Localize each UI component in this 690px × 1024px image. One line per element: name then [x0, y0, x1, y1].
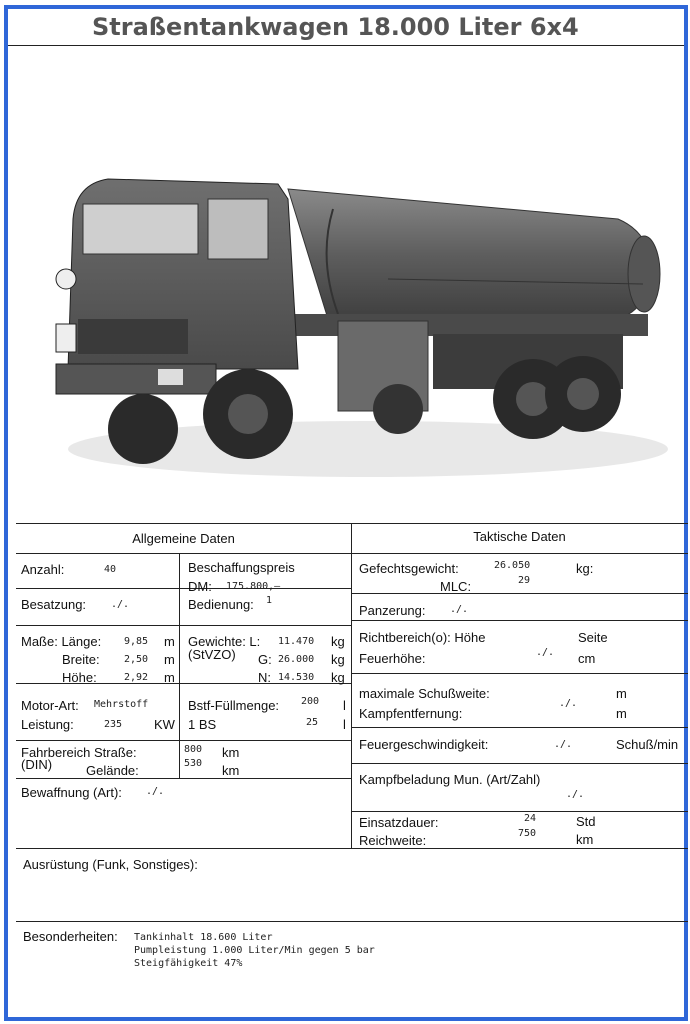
- besonderheiten-label: Besonderheiten:: [23, 929, 118, 944]
- leistung-value: 235: [104, 719, 123, 730]
- einsatzdauer-value: 24: [524, 813, 537, 824]
- einsatzdauer-label: Einsatzdauer:: [359, 815, 439, 830]
- breite-unit: m: [164, 652, 175, 667]
- bs-label: 1 BS: [188, 717, 217, 732]
- bs-value: 25: [306, 717, 319, 728]
- gew-g-unit: kg: [331, 652, 345, 667]
- mlc-value: 29: [518, 575, 531, 586]
- bewaffnung-value: ./.: [146, 786, 165, 797]
- gelaende-value: 530: [184, 758, 203, 769]
- gelaende-label: Gelände:: [86, 763, 139, 778]
- gew-l-value: 11.470: [278, 636, 315, 647]
- tank-truck-photo: [38, 69, 668, 509]
- anzahl-value: 40: [104, 564, 117, 575]
- hoehe-unit: m: [164, 670, 175, 685]
- besonderheiten-section: [16, 923, 689, 1019]
- feuerhoehe-label: Feuerhöhe:: [359, 651, 426, 666]
- kampfentfernung-unit: m: [616, 706, 627, 721]
- bewaffnung-label: Bewaffnung (Art):: [21, 785, 122, 800]
- breite-value: 2,50: [124, 654, 149, 665]
- hoehe-value: 2,92: [124, 672, 149, 683]
- feuergeschw-value: ./.: [554, 739, 573, 750]
- schussweite-unit: m: [616, 686, 627, 701]
- feuerhoehe-unit: cm: [578, 651, 596, 666]
- gelaende-unit: km: [222, 763, 240, 778]
- feuergeschw-unit: Schuß/min: [616, 737, 679, 752]
- laenge-unit: m: [164, 634, 175, 649]
- schussweite-value: ./.: [559, 698, 578, 709]
- bstf-value: 200: [301, 696, 320, 707]
- masse-label: Maße: Länge:: [21, 634, 102, 649]
- bedienung-label: Bedienung:: [188, 597, 254, 612]
- seite-label: Seite: [578, 630, 608, 645]
- gefechts-label: Gefechtsgewicht:: [359, 561, 459, 576]
- schussweite-label: maximale Schußweite:: [359, 686, 490, 701]
- bstf-unit: l: [343, 698, 346, 713]
- anzahl-label: Anzahl:: [21, 562, 65, 577]
- gew-g-value: 26.000: [278, 654, 315, 665]
- motor-value: Mehrstoff: [94, 699, 149, 710]
- reichweite-unit: km: [576, 832, 594, 847]
- reichweite-label: Reichweite:: [359, 833, 427, 848]
- data-sheet: [4, 5, 688, 1021]
- feuerhoehe-value: ./.: [536, 647, 555, 658]
- breite-label: Breite:: [62, 652, 100, 667]
- gefechts-value: 26.050: [494, 560, 531, 571]
- strasse-value: 800: [184, 744, 203, 755]
- gew-n-label: N:: [258, 670, 271, 685]
- besonderheiten-line-2: Pumpleistung 1.000 Liter/Min gegen 5 bar: [134, 945, 375, 956]
- gew-g-label: G:: [258, 652, 272, 667]
- gew-n-unit: kg: [331, 670, 345, 685]
- panzerung-label: Panzerung:: [359, 603, 426, 618]
- kw-unit: KW: [154, 717, 175, 732]
- page-title: Straßentankwagen 18.000 Liter 6x4: [8, 9, 684, 46]
- besatzung-value: ./.: [111, 599, 130, 610]
- panzerung-value: ./.: [450, 604, 469, 615]
- strasse-unit: km: [222, 745, 240, 760]
- section-tactical-header: Taktische Daten: [473, 529, 566, 544]
- gew-l-unit: kg: [331, 634, 345, 649]
- bedienung-value: 1: [266, 595, 273, 606]
- fahrbereich-label: Fahrbereich Straße:: [21, 745, 137, 760]
- einsatzdauer-unit: Std: [576, 814, 596, 829]
- bstf-label: Bstf-Füllmenge:: [188, 698, 280, 713]
- kampfentfernung-label: Kampfentfernung:: [359, 706, 463, 721]
- besatzung-label: Besatzung:: [21, 597, 87, 612]
- data-table: [16, 523, 689, 923]
- motor-label: Motor-Art:: [21, 698, 79, 713]
- laenge-value: 9,85: [124, 636, 149, 647]
- kampfbeladung-value: ./.: [566, 789, 585, 800]
- bs-unit: l: [343, 717, 346, 732]
- hoehe-label: Höhe:: [62, 670, 97, 685]
- besonderheiten-line-1: Tankinhalt 18.600 Liter: [134, 932, 273, 943]
- feuergeschw-label: Feuergeschwindigkeit:: [359, 737, 489, 752]
- dm-value: 175.800,—: [226, 581, 281, 592]
- dm-label: DM:: [188, 579, 212, 594]
- besonderheiten-line-3: Steigfähigkeit 47%: [134, 958, 243, 969]
- stvzo-label: (StVZO): [188, 647, 236, 662]
- gefechts-unit: kg:: [576, 561, 594, 576]
- gewichte-label: Gewichte: L:: [188, 634, 261, 649]
- ausruestung-label: Ausrüstung (Funk, Sonstiges):: [23, 857, 198, 872]
- leistung-label: Leistung:: [21, 717, 74, 732]
- gew-n-value: 14.530: [278, 672, 315, 683]
- din-label: (DIN): [21, 757, 53, 772]
- mlc-label: MLC:: [440, 579, 472, 594]
- beschaffung-label: Beschaffungspreis: [188, 560, 295, 575]
- reichweite-value: 750: [518, 828, 537, 839]
- section-general-header: Allgemeine Daten: [132, 531, 235, 546]
- richt-label: Richtbereich(o): Höhe: [359, 630, 486, 645]
- kampfbeladung-label: Kampfbeladung Mun. (Art/Zahl): [359, 772, 541, 787]
